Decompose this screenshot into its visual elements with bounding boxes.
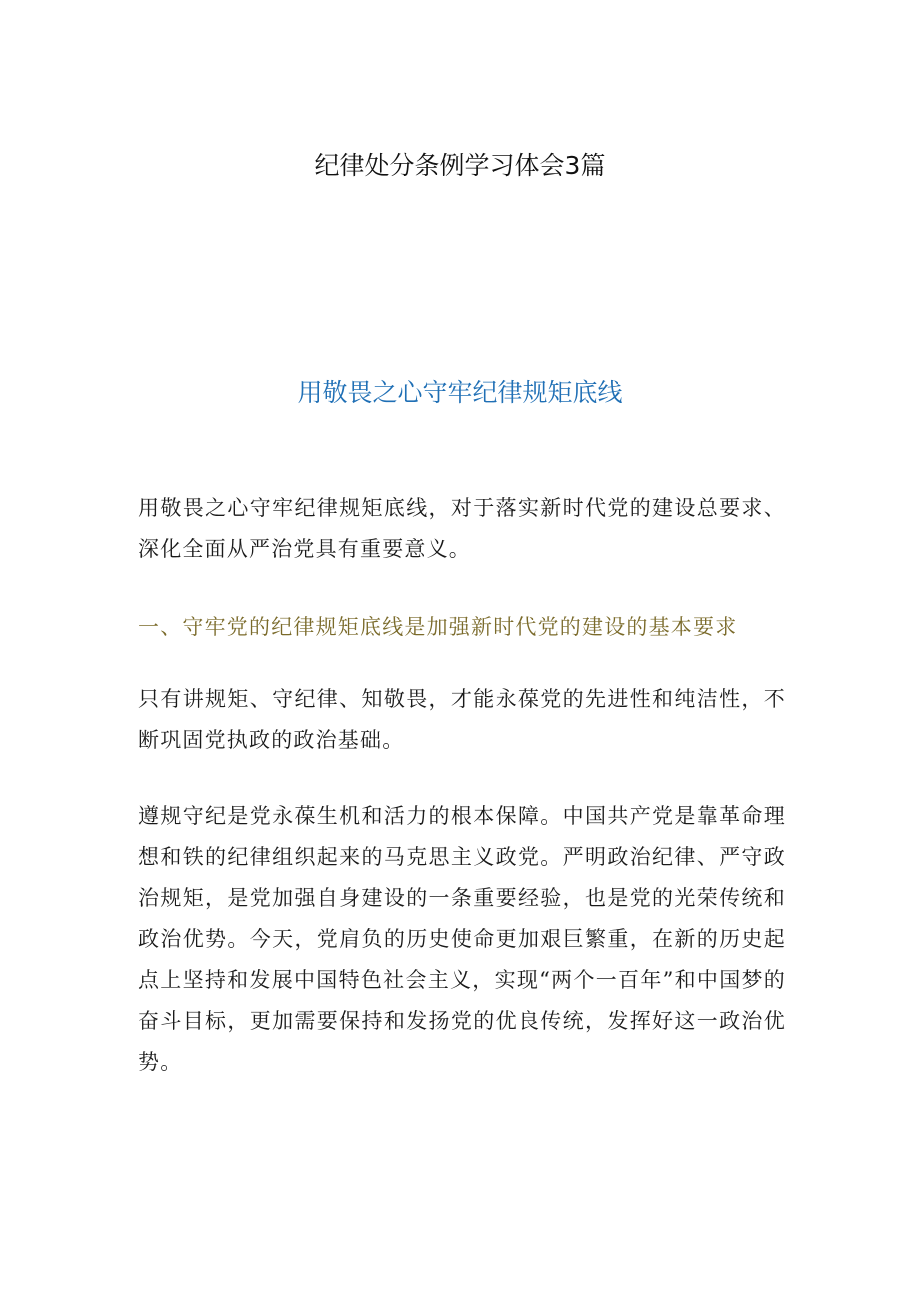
body-paragraph-2: 遵规守纪是党永葆生机和活力的根本保障。中国共产党是靠革命理想和铁的纪律组织起来的马克思主义政党。严明政治纪律、严守政治规矩，是党加强自身建设的一条重要经验，也是党的光荣传统和政治优势。今天，党肩负的历史使命更加艰巨繁重，在新的历史起点上坚持和发展中国特色社会主义，实现“两个一百年”和中国梦的奋斗目标，更加需要保持和发扬党的优良传统，发挥好这一政治优势。 xyxy=(138,804,786,1074)
section-heading: 用敬畏之心守牢纪律规矩底线 xyxy=(297,378,623,407)
body-paragraph-1: 只有讲规矩、守纪律、知敬畏，才能永葆党的先进性和纯洁性，不断巩固党执政的政治基础。 xyxy=(138,687,786,752)
document-title: 纪律处分条例学习体会3篇 xyxy=(314,151,606,180)
subheading-1: 一、守牢党的纪律规矩底线是加强新时代党的建设的基本要求 xyxy=(138,615,738,639)
intro-paragraph: 用敬畏之心守牢纪律规矩底线，对于落实新时代党的建设总要求、深化全面从严治党具有重要意义。 xyxy=(138,496,786,561)
